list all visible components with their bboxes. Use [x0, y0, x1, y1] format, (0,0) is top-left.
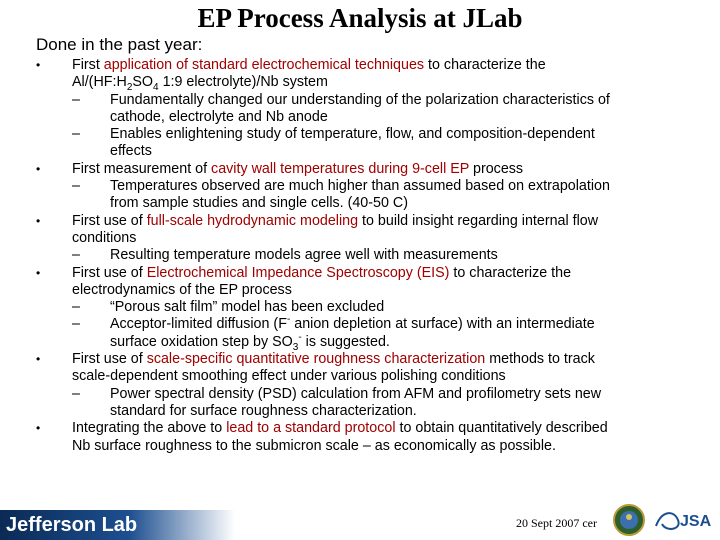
dash-icon: –	[72, 126, 80, 143]
dash-icon: –	[72, 247, 80, 264]
bullet-continuation: conditions	[72, 229, 137, 246]
sub-bullet-line: – Enables enlightening study of temperature, flow, and composition-dependent	[72, 126, 595, 143]
jsa-text: JSA	[680, 513, 712, 530]
highlight-text: scale-specific quantitative roughness characterization	[146, 351, 486, 368]
footer-date: 20 Sept 2007 cer	[516, 516, 597, 530]
slide-title: EP Process Analysis at JLab	[197, 3, 523, 33]
logo-text: Jefferson Lab	[6, 514, 138, 536]
bullet-line: • First application of standard electrochemical techniques to characterize the	[36, 57, 546, 73]
dash-icon: –	[72, 91, 80, 108]
sub-bullet-line: – “Porous salt film” model has been excluded	[72, 299, 385, 316]
highlight-text: cavity wall temperatures during 9-cell EP	[211, 160, 470, 177]
bullet-line: • First use of scale-specific quantitative roughness characterization methods to track	[36, 351, 595, 368]
dash-icon: –	[72, 299, 80, 316]
jsa-logo-icon	[652, 504, 716, 536]
sub-bullet-line: – Resulting temperature models agree well with measurements	[72, 247, 498, 264]
bullet-continuation: scale-dependent smoothing effect under various polishing conditions	[72, 368, 506, 385]
sub-bullet-line: – Fundamentally changed our understanding of the polarization characteristics of	[72, 91, 610, 108]
highlight-text: application of standard electrochemical techniques	[103, 57, 425, 73]
sub-bullet-continuation: standard for surface roughness characterization.	[110, 402, 417, 419]
highlight-text: full-scale hydrodynamic modeling	[146, 212, 359, 229]
highlight-text: Electrochemical Impedance Spectroscopy (EIS)	[146, 264, 450, 281]
dash-icon: –	[72, 316, 80, 333]
bullet-continuation: Nb surface roughness to the submicron scale – as economically as possible.	[72, 437, 556, 454]
slide-body	[36, 57, 672, 455]
dash-icon: –	[72, 385, 80, 402]
dash-icon: –	[72, 178, 80, 195]
sub-bullet-line: – Temperatures observed are much higher than assumed based on extrapolation	[72, 178, 610, 195]
bullet-icon: •	[36, 58, 41, 72]
bullet-continuation: $Al/(HF:H_2SO_4$ 1:9 electrolyte)/Nb system	[72, 74, 328, 94]
slide-subtitle: Done in the past year:	[36, 35, 203, 54]
bullet-icon: •	[36, 265, 41, 280]
sub-bullet-line: – Power spectral density (PSD) calculation from AFM and profilometry sets new	[72, 385, 602, 402]
bullet-icon: •	[36, 213, 41, 228]
slide-footer	[0, 496, 720, 540]
bullet-line: • First use of Electrochemical Impedance Spectroscopy (EIS) to characterize the	[36, 264, 572, 281]
sub-bullet-continuation: cathode, electrolyte and Nb anode	[110, 108, 328, 125]
sub-bullet-continuation: surface oxidation step by $SO_3^-$ is suggested.	[110, 331, 390, 353]
sub-bullet-continuation: from sample studies and single cells. (40-50 C)	[110, 195, 408, 212]
jefferson-lab-logo	[0, 510, 235, 540]
bullet-icon: •	[36, 421, 41, 436]
bullet-continuation: electrodynamics of the EP process	[72, 281, 292, 298]
sub-bullet-continuation: effects	[110, 143, 152, 160]
bullet-line: • First measurement of cavity wall temperatures during 9-cell EP process	[36, 160, 524, 177]
doe-seal-icon	[613, 504, 645, 536]
highlight-text: lead to a standard protocol	[226, 420, 396, 437]
bullet-icon: •	[36, 352, 41, 367]
bullet-line: • First use of full-scale hydrodynamic modeling to build insight regarding internal flow	[36, 212, 599, 229]
sub-bullet-line: – Acceptor-limited diffusion (F- anion depletion at surface) with an intermediate	[72, 314, 595, 333]
bullet-line: • Integrating the above to lead to a standard protocol to obtain quantitatively described	[36, 420, 608, 437]
bullet-icon: •	[36, 161, 41, 176]
